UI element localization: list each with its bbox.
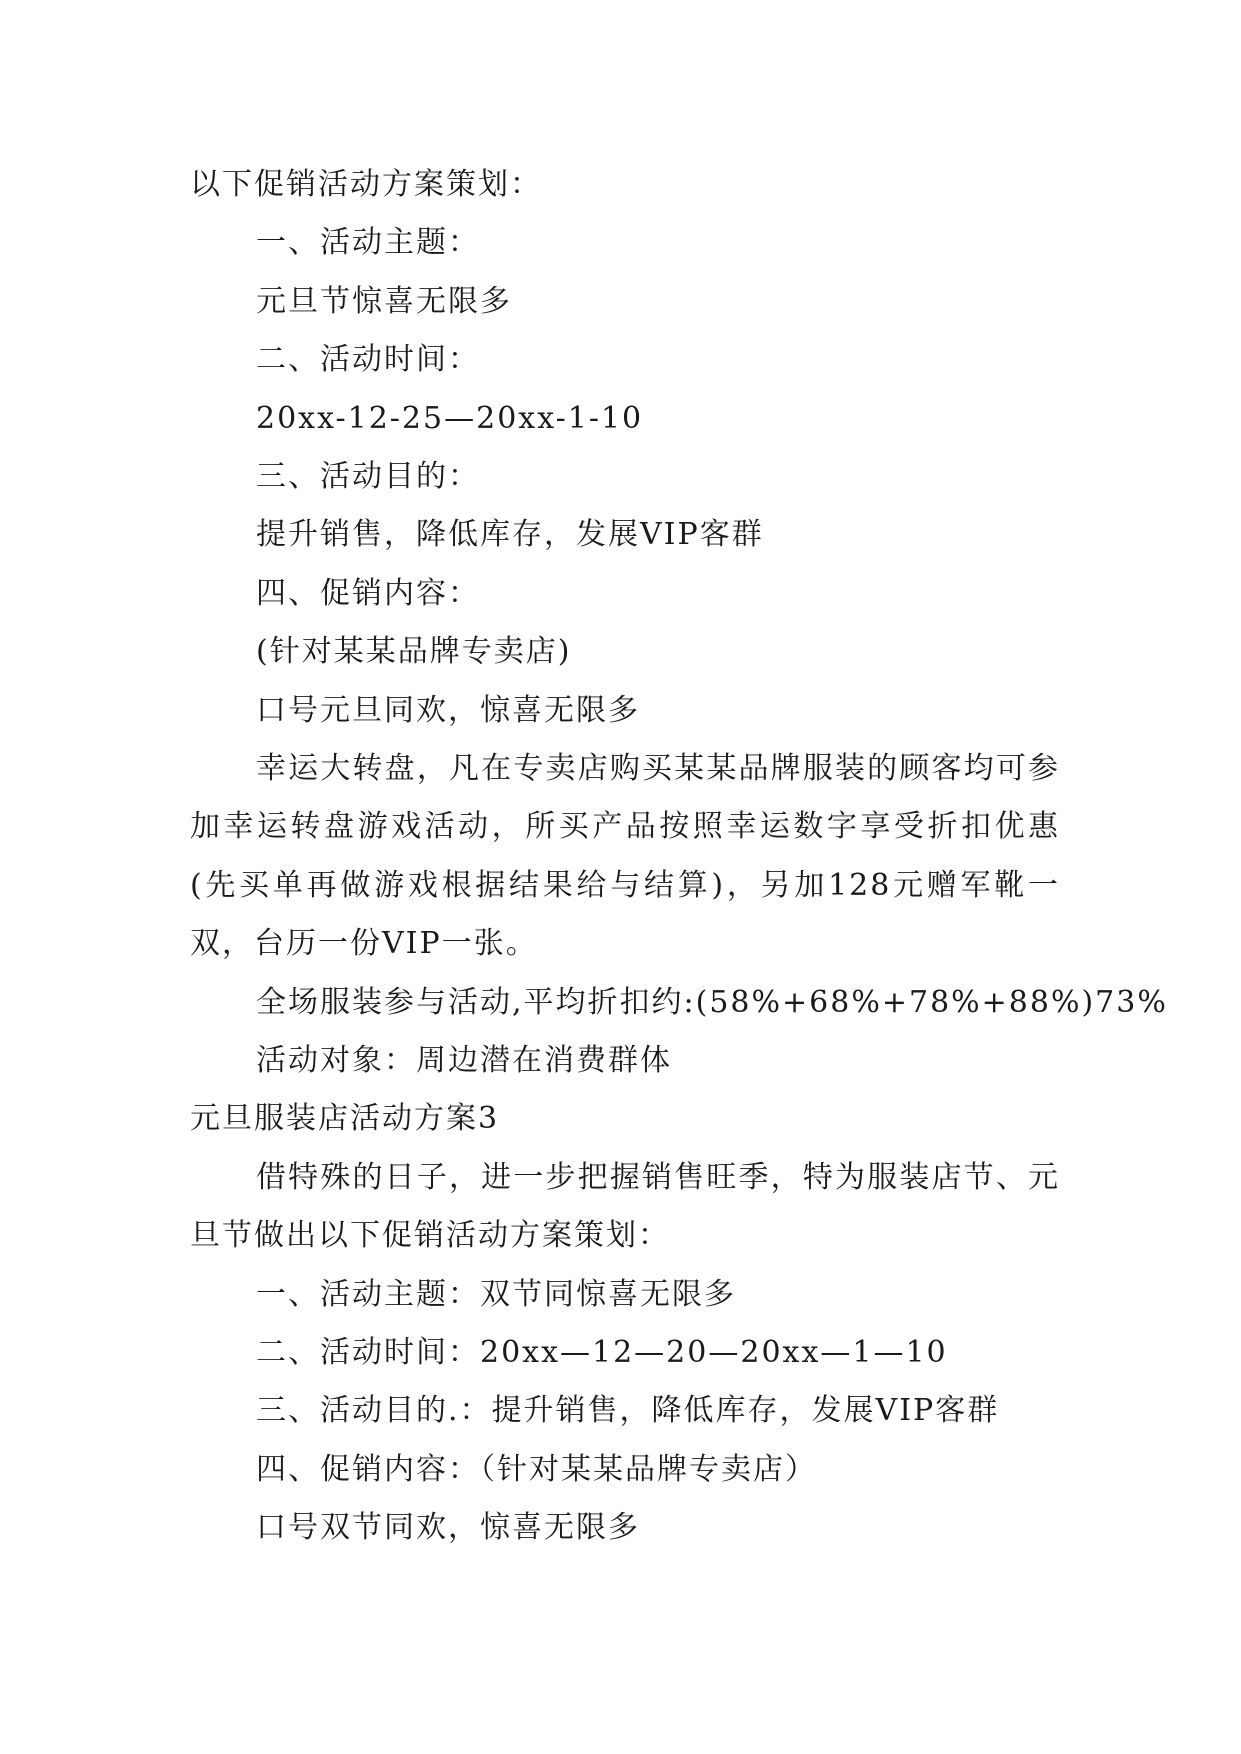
heading-theme: 一、活动主题：	[256, 225, 480, 261]
time-text: 20xx-12-25—20xx-1-10	[256, 400, 644, 436]
target-audience-line: 活动对象：周边潜在消费群体	[256, 1042, 672, 1078]
section3-time: 二、活动时间：20xx—12—20—20xx—1—10	[256, 1334, 948, 1370]
section-intro-paragraph: 借特殊的日子，进一步把握销售旺季，特为服装店节、元旦节做出以下促销活动方案策划：	[190, 1159, 1060, 1254]
lucky-wheel-paragraph: 幸运大转盘，凡在专卖店购买某某品牌服装的顾客均可参加幸运转盘游戏活动，所买产品按照幸运数字享受折扣优惠(先买单再做游戏根据结果给与结算)，另加128元赠军靴一双，台历一份VIP一张。	[190, 750, 1060, 962]
intro-line: 以下促销活动方案策划：	[190, 167, 542, 202]
section3-slogan: 口号双节同欢，惊喜无限多	[256, 1510, 640, 1546]
theme-text: 元旦节惊喜无限多	[256, 283, 512, 319]
slogan-text: 口号元旦同欢，惊喜无限多	[256, 692, 640, 728]
purpose-text: 提升销售，降低库存，发展VIP客群	[256, 517, 764, 553]
section-title: 元旦服装店活动方案3	[190, 1101, 500, 1137]
section3-content: 四、促销内容：（针对某某品牌专卖店）	[256, 1451, 817, 1487]
discount-line: 全场服装参与活动,平均折扣约:(58%+68%+78%+88%)73%	[256, 984, 1168, 1020]
content-target-store: (针对某某品牌专卖店)	[256, 634, 572, 670]
document-body	[190, 156, 1168, 1557]
section3-purpose: 三、活动目的.：提升销售，降低库存，发展VIP客群	[256, 1393, 1000, 1429]
section3-theme: 一、活动主题：双节同惊喜无限多	[256, 1276, 736, 1312]
heading-time: 二、活动时间：	[256, 342, 480, 378]
heading-content: 四、促销内容：	[256, 575, 480, 611]
heading-purpose: 三、活动目的：	[256, 458, 480, 494]
